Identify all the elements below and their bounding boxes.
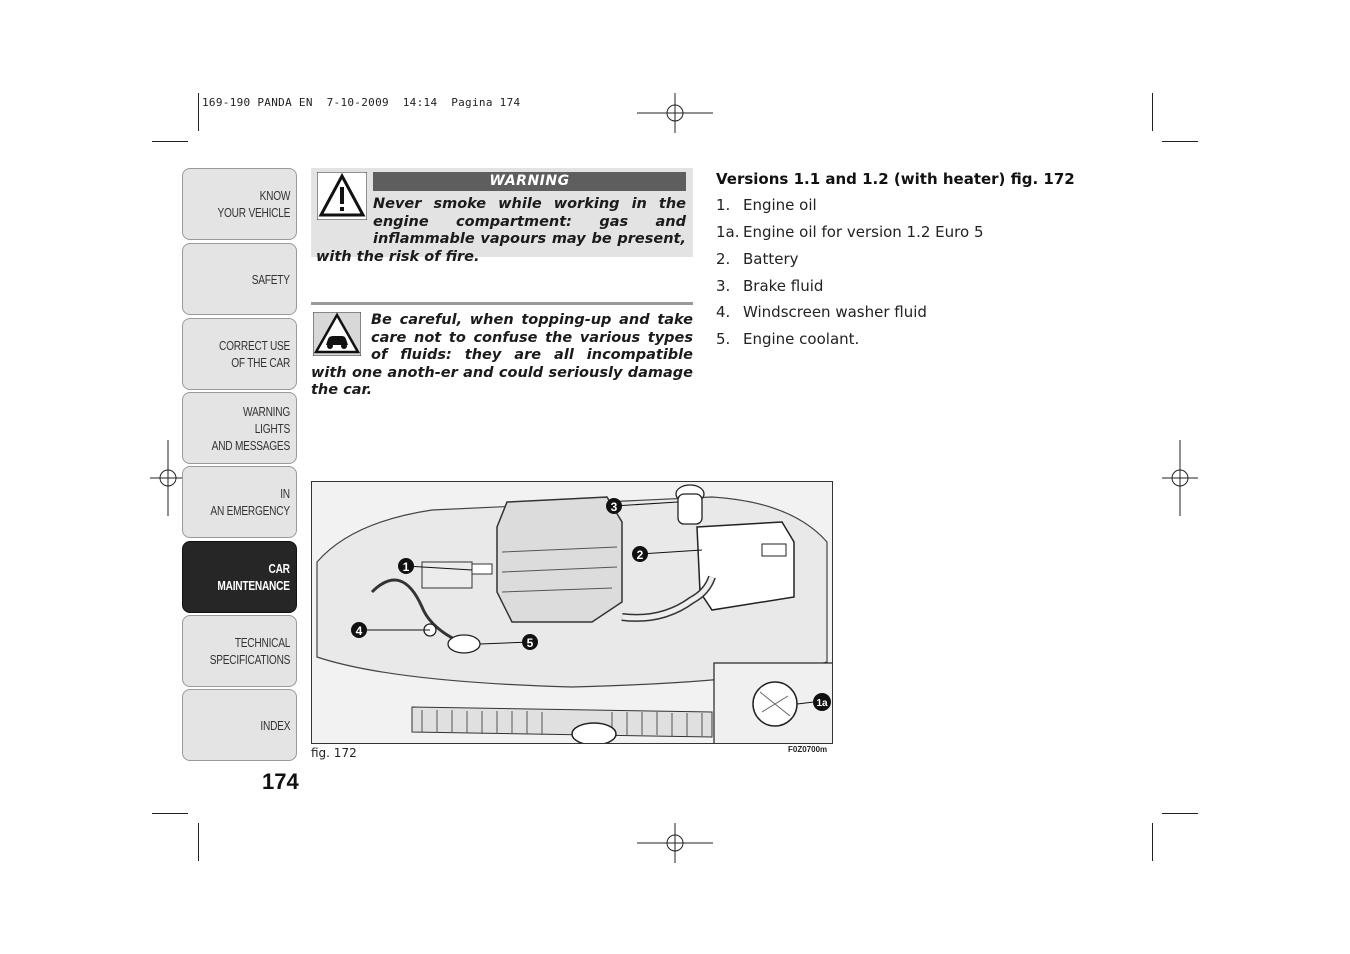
registration-mark-bottom — [637, 823, 713, 863]
engine-compartment-figure — [311, 481, 833, 744]
registration-mark-left — [150, 440, 186, 516]
registration-mark-right — [1162, 440, 1198, 516]
caution-text: Be careful, when topping-up and take care not to confuse the various types of fluids: they are all incompatible with one anoth-er and could seriously damage the car. — [311, 312, 693, 398]
tab-warning-lights[interactable]: WARNING LIGHTS AND MESSAGES — [182, 392, 297, 464]
figure-code: F0Z0700m — [788, 745, 828, 754]
callout-4 — [351, 622, 367, 638]
callout-markers — [312, 482, 833, 744]
svg-text:4: 4 — [355, 624, 363, 638]
tab-in-an-emergency[interactable]: IN AN EMERGENCY — [182, 466, 297, 538]
svg-text:3: 3 — [610, 500, 618, 514]
list-item: 1a. Engine oil for version 1.2 Euro 5 — [716, 223, 984, 241]
callout-2 — [632, 546, 648, 562]
svg-text:2: 2 — [636, 548, 644, 562]
registration-mark-top — [637, 93, 713, 133]
list-item: 5. Engine coolant. — [716, 330, 860, 348]
figure-caption: fig. 172 — [311, 746, 357, 760]
caution-divider — [311, 302, 693, 305]
page-number: 174 — [262, 769, 299, 794]
callout-5 — [522, 634, 538, 650]
svg-text:1: 1 — [402, 560, 410, 574]
tab-index[interactable]: INDEX — [182, 689, 297, 761]
warning-title: WARNING — [373, 172, 686, 191]
list-item: 3. Brake fluid — [716, 277, 824, 295]
warning-box — [311, 168, 693, 265]
tab-know-your-vehicle[interactable]: KNOW YOUR VEHICLE — [182, 168, 297, 240]
print-header: 169-190 PANDA EN 7-10-2009 14:14 Pagina 174 — [202, 96, 521, 109]
callout-1a — [813, 693, 831, 711]
callout-3 — [606, 498, 622, 514]
tab-car-maintenance[interactable]: CAR MAINTENANCE — [182, 541, 297, 613]
svg-text:1a: 1a — [816, 698, 828, 709]
tab-safety[interactable]: SAFETY — [182, 243, 297, 315]
tab-technical-specifications[interactable]: TECHNICAL SPECIFICATIONS — [182, 615, 297, 687]
list-item: 2. Battery — [716, 250, 799, 268]
list-item: 1. Engine oil — [716, 196, 817, 214]
tab-correct-use[interactable]: CORRECT USE OF THE CAR — [182, 318, 297, 390]
svg-text:5: 5 — [526, 636, 534, 650]
list-item: 4. Windscreen washer fluid — [716, 303, 927, 321]
callout-1 — [398, 558, 414, 574]
section-title: Versions 1.1 and 1.2 (with heater) fig. 172 — [716, 170, 1075, 188]
warning-text: Never smoke while working in the engine compartment: gas and inflammable vapours may be present, with the risk of fire. — [316, 196, 686, 265]
